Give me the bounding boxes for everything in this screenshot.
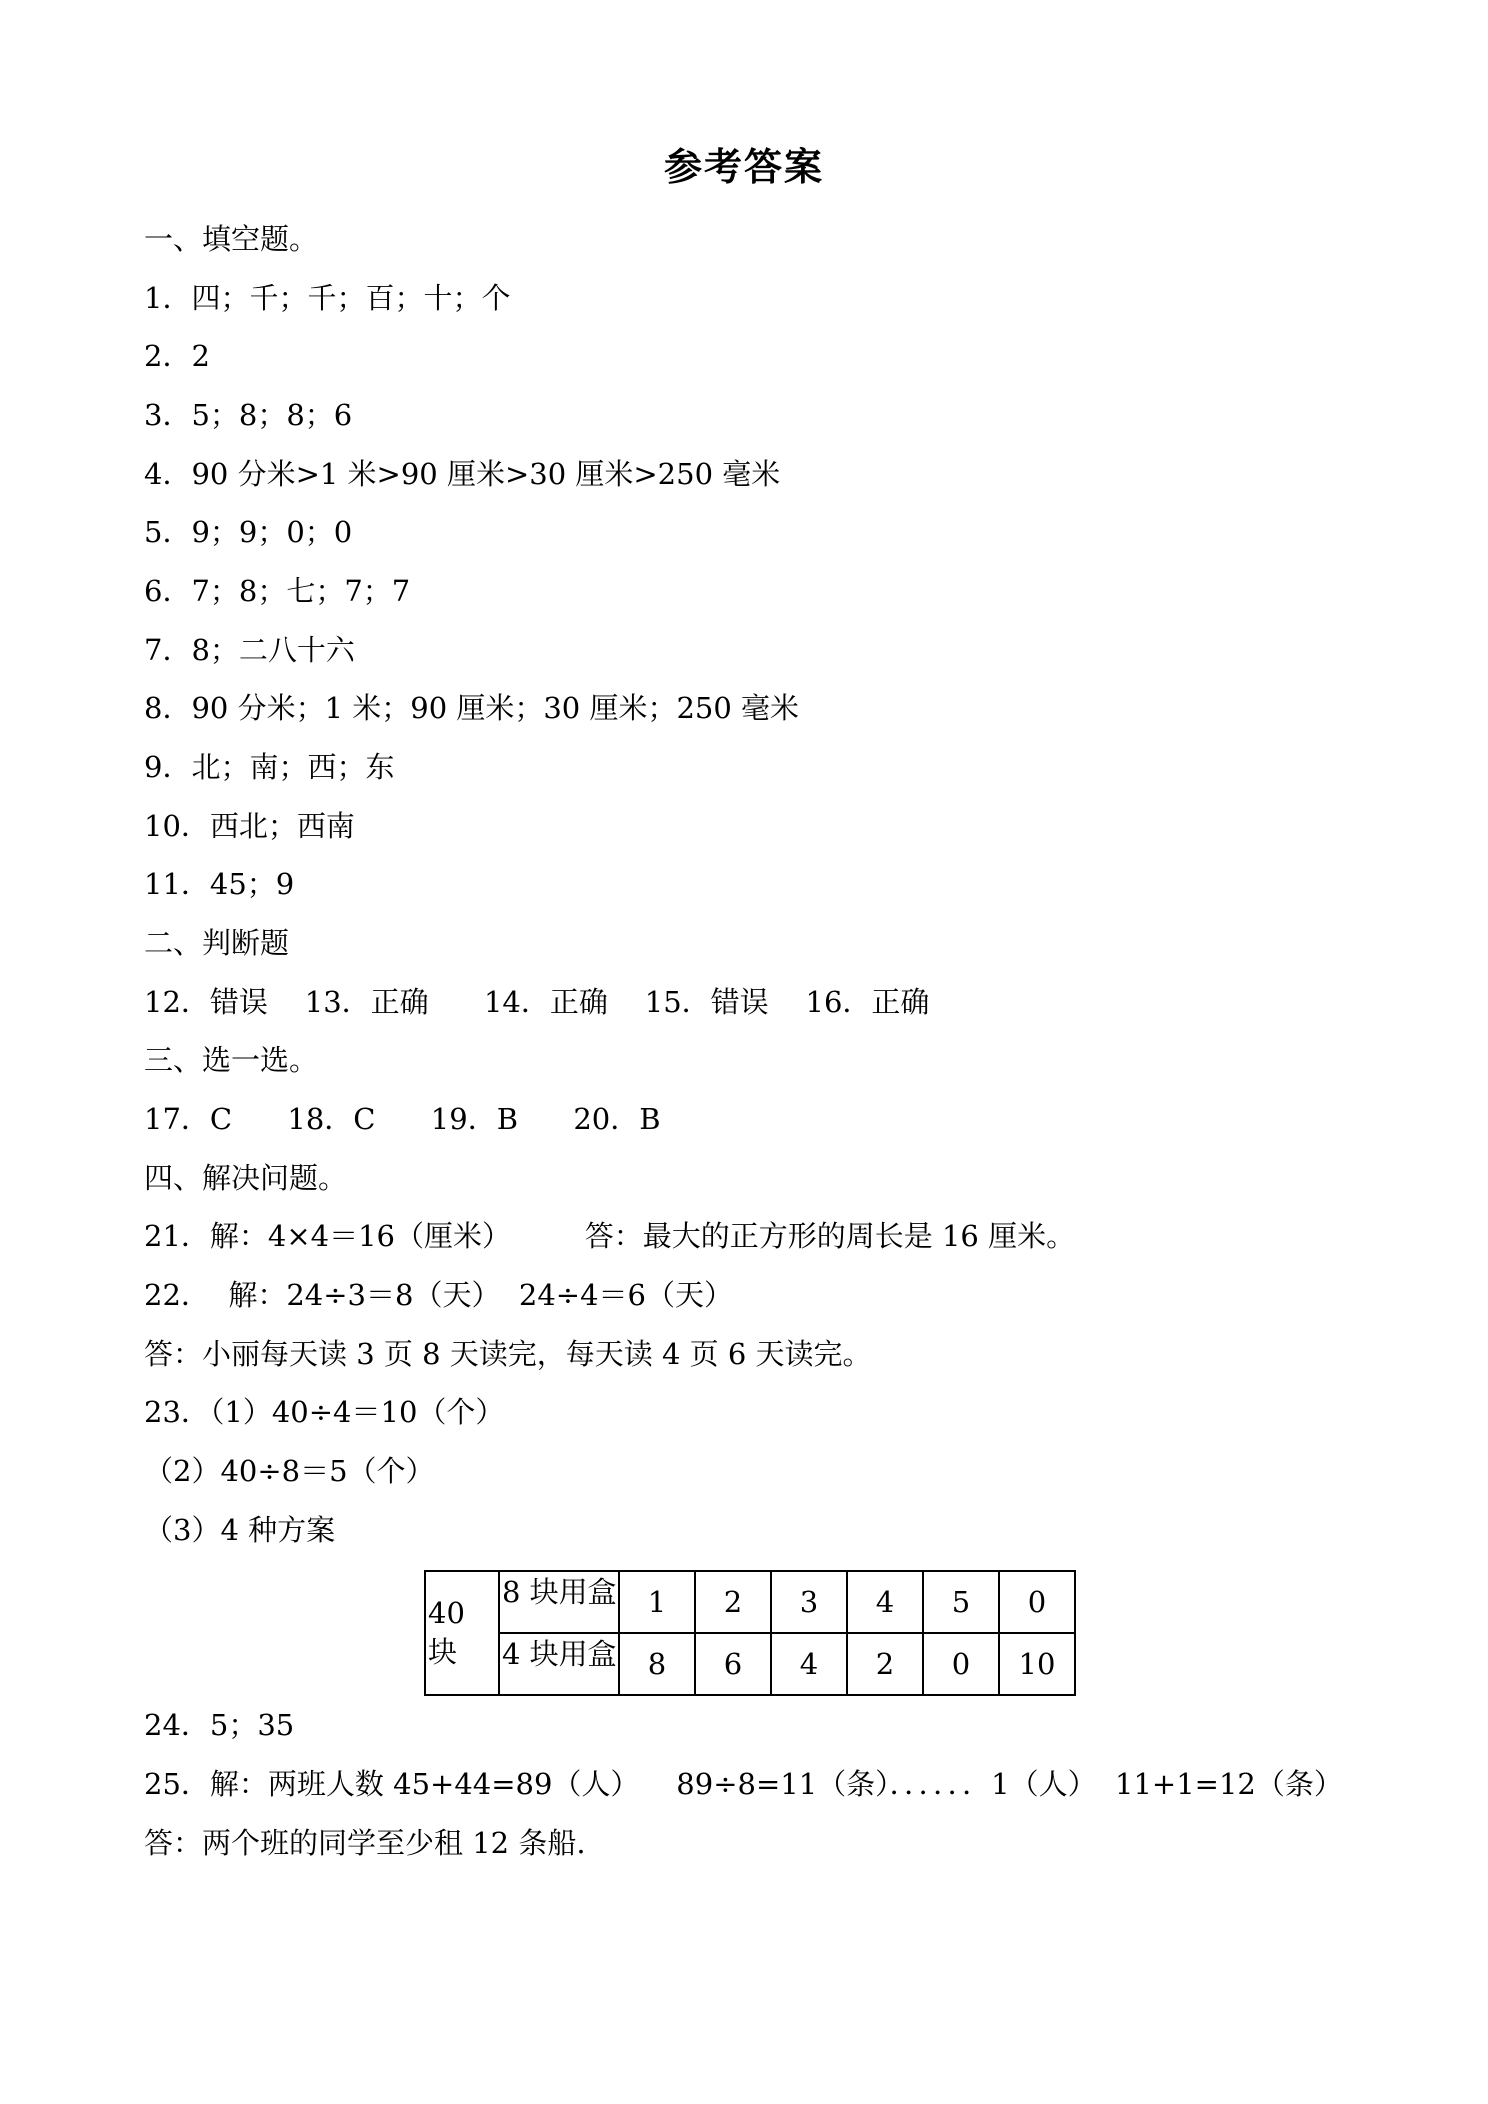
answer-line: 答：两个班的同学至少租 12 条船. (144, 1826, 586, 1860)
table-cell: 1 (619, 1571, 695, 1633)
answer-line: 12．错误 13．正确 14．正确 15．错误 16．正确 (144, 985, 930, 1019)
table-row-label: 4 块用盒 (499, 1633, 619, 1695)
answer-line: 5．9；9；0；0 (144, 515, 353, 549)
table-cell: 2 (847, 1633, 923, 1695)
table-cell: 0 (923, 1633, 999, 1695)
answer-line: 2．2 (144, 339, 210, 373)
answer-line: 3．5；8；8；6 (144, 398, 353, 432)
section-heading-fill-blank: 一、填空题。 (144, 222, 319, 256)
table-cell: 10 (999, 1633, 1075, 1695)
answer-line: 7．8；二八十六 (144, 633, 355, 667)
answer-line: 11．45；9 (144, 867, 295, 901)
table-cell: 0 (999, 1571, 1075, 1633)
answer-line: 17．C 18．C 19．B 20．B (144, 1102, 661, 1136)
answer-line: 23．（1）40÷4＝10（个） (144, 1395, 505, 1429)
answer-line: 8．90 分米；1 米；90 厘米；30 厘米；250 毫米 (144, 691, 800, 725)
section-heading-judge: 二、判断题 (144, 926, 290, 960)
answer-line: 9．北；南；西；东 (144, 750, 395, 784)
table-row-label: 8 块用盒 (499, 1571, 619, 1633)
table-cell: 3 (771, 1571, 847, 1633)
answer-line: 答：小丽每天读 3 页 8 天读完，每天读 4 页 6 天读完。 (144, 1337, 872, 1371)
table-cell: 4 (847, 1571, 923, 1633)
table-cell: 4 (771, 1633, 847, 1695)
answer-line: 22． 解：24÷3＝8（天） 24÷4＝6（天） (144, 1278, 733, 1312)
answer-line: （3）4 种方案 (144, 1513, 336, 1547)
answer-line: 10．西北；西南 (144, 809, 355, 843)
plan-table (424, 1570, 1076, 1696)
table-left-label: 40 块 (425, 1571, 499, 1695)
answer-line: 24．5；35 (144, 1708, 295, 1742)
table-cell: 2 (695, 1571, 771, 1633)
section-heading-solve: 四、解决问题。 (144, 1161, 348, 1195)
answer-line: 4．90 分米>1 米>90 厘米>30 厘米>250 毫米 (144, 457, 781, 491)
answer-line: 1．四；千；千；百；十；个 (144, 281, 511, 315)
page-title: 参考答案 (663, 145, 824, 189)
answer-line: 6．7；8；七；7；7 (144, 574, 411, 608)
table-cell: 6 (695, 1633, 771, 1695)
answer-line: （2）40÷8＝5（个） (144, 1454, 435, 1488)
table-cell: 5 (923, 1571, 999, 1633)
answer-line: 21．解：4×4＝16（厘米） 答：最大的正方形的周长是 16 厘米。 (144, 1219, 1076, 1253)
section-heading-choose: 三、选一选。 (144, 1043, 319, 1077)
answer-line: 25．解：两班人数 45+44=89（人） 89÷8=11（条）．．．．．．1（人） 11+1=12（条） (144, 1767, 1343, 1801)
table-row (425, 1633, 1075, 1695)
table-cell: 8 (619, 1633, 695, 1695)
table-row (425, 1571, 1075, 1633)
